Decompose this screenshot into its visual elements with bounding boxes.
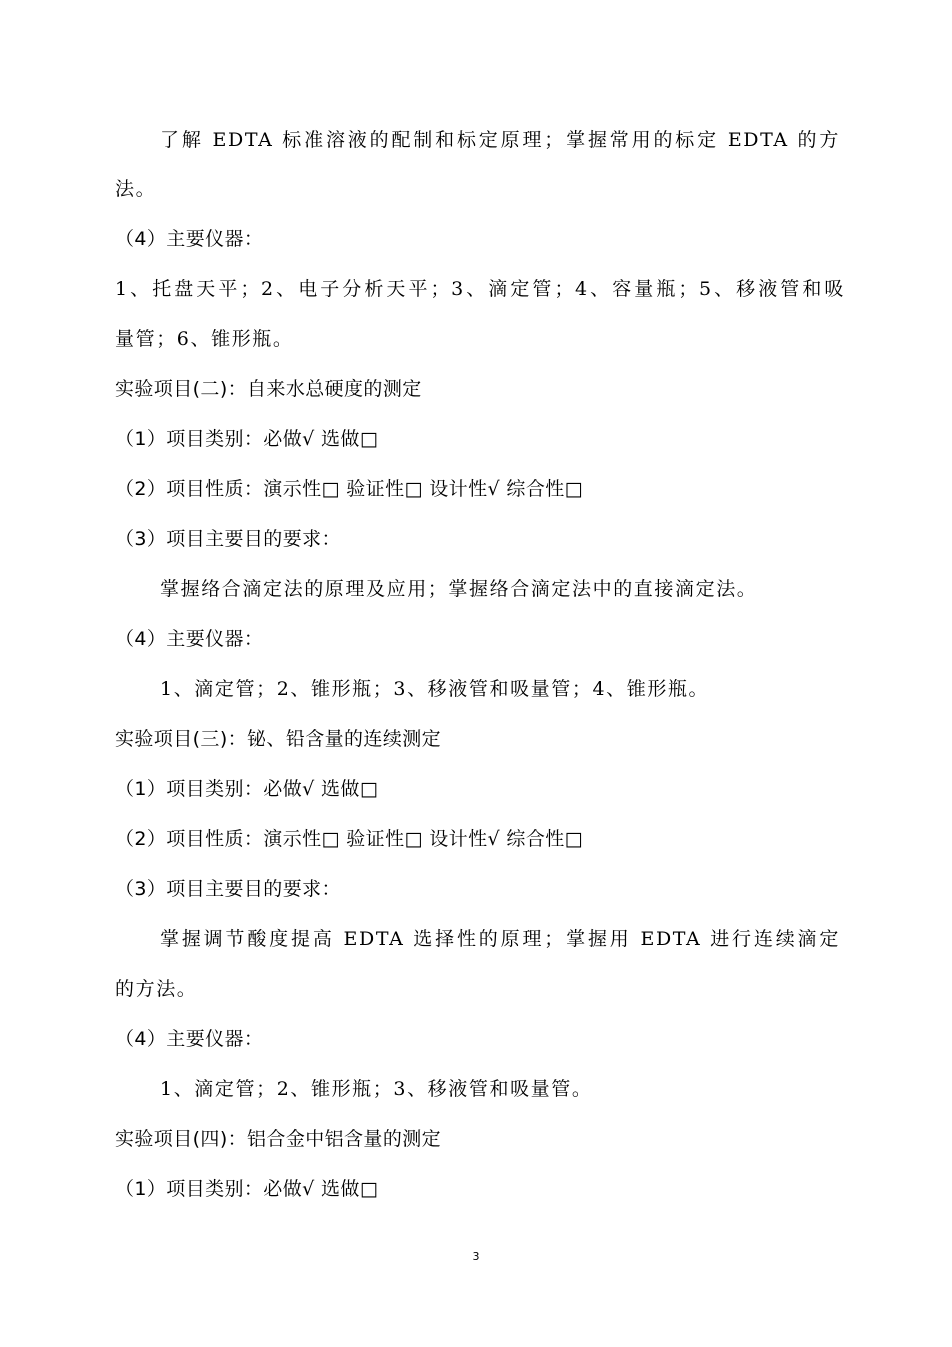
body-text: 掌握络合滴定法的原理及应用；掌握络合滴定法中的直接滴定法。 [160,578,758,600]
section-heading: （1）项目类别：必做√ 选做□ [115,428,379,450]
body-text: 的方法。 [115,978,198,1000]
section-heading: （2）项目性质：演示性□ 验证性□ 设计性√ 综合性□ [115,828,583,850]
section-heading: （4）主要仪器： [115,228,264,250]
section-heading: （4）主要仪器： [115,628,264,650]
experiment-title: 实验项目(三)：铋、铅含量的连续测定 [115,728,442,750]
section-heading: （1）项目类别：必做√ 选做□ [115,1178,379,1200]
section-heading: （3）项目主要目的要求： [115,878,341,900]
body-text: 掌握调节酸度提高 EDTA 选择性的原理；掌握用 EDTA 进行连续滴定 [160,928,840,950]
body-text: 1、托盘天平；2、电子分析天平；3、滴定管；4、容量瓶；5、移液管和吸 [115,278,845,300]
section-heading: （1）项目类别：必做√ 选做□ [115,778,379,800]
experiment-title: 实验项目(二)：自来水总硬度的测定 [115,378,422,400]
body-text: 1、滴定管；2、锥形瓶；3、移液管和吸量管；4、锥形瓶。 [160,678,710,700]
body-text: 法。 [115,178,157,200]
section-heading: （3）项目主要目的要求： [115,528,341,550]
body-text: 量管；6、锥形瓶。 [115,328,294,350]
page-number: 3 [472,1250,480,1263]
body-text: 1、滴定管；2、锥形瓶；3、移液管和吸量管。 [160,1078,593,1100]
experiment-title: 实验项目(四)：铝合金中铝含量的测定 [115,1128,442,1150]
section-heading: （4）主要仪器： [115,1028,264,1050]
body-text: 了解 EDTA 标准溶液的配制和标定原理；掌握常用的标定 EDTA 的方 [160,129,840,151]
section-heading: （2）项目性质：演示性□ 验证性□ 设计性√ 综合性□ [115,478,583,500]
